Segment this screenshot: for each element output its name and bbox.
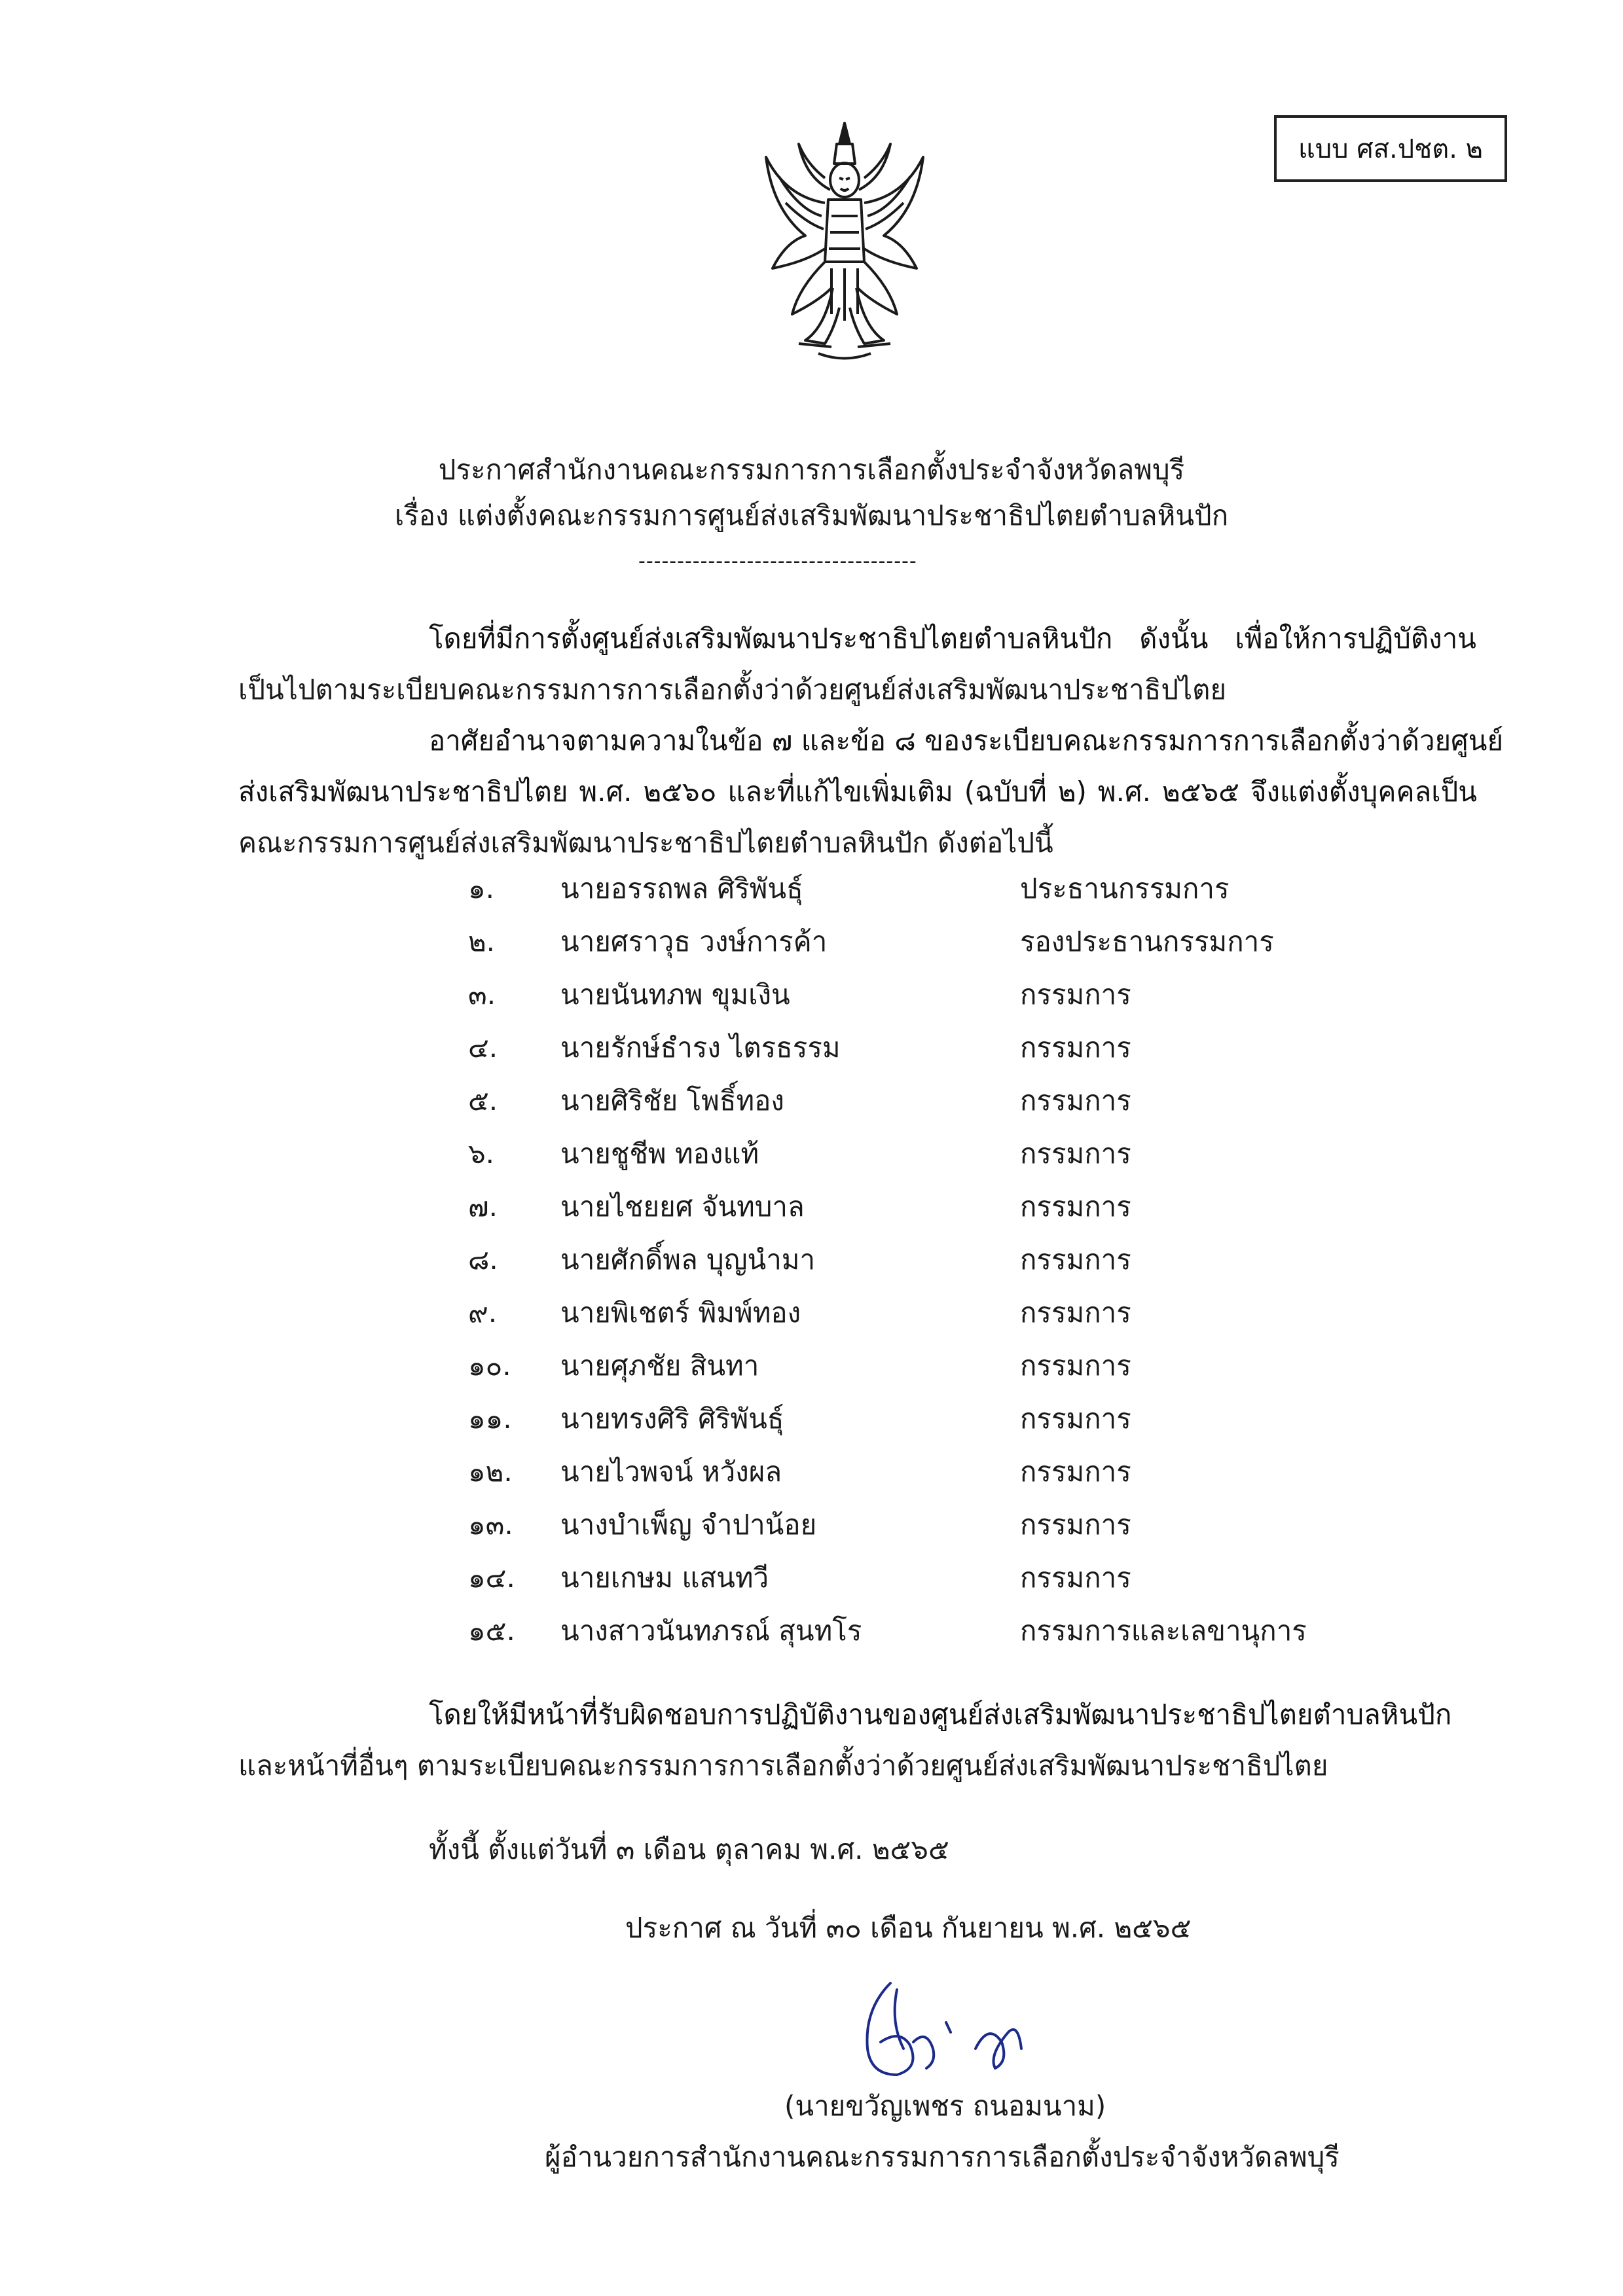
- member-name: นายเกษม แสนทวี: [560, 1562, 769, 1594]
- garuda-emblem-icon: [759, 118, 930, 367]
- member-number: ๑๐.: [468, 1350, 511, 1382]
- paragraph-2-line-2: ส่งเสริมพัฒนาประชาธิปไตย พ.ศ. ๒๕๖๐ และที่แก้ไขเพิ่มเติม (ฉบับที่ ๒) พ.ศ. ๒๕๖๕ จึงแต่งตั้งบุคคลเป็น: [238, 776, 1477, 808]
- signer-name: (นายขวัญเพชร ถนอมนาม): [784, 2090, 1106, 2122]
- paragraph-1-line-1: โดยที่มีการตั้งศูนย์ส่งเสริมพัฒนาประชาธิปไตยตำบลหินปัก ดังนั้น เพื่อให้การปฏิบัติงาน: [429, 622, 1476, 655]
- member-number: ๑.: [468, 872, 495, 905]
- member-name: นายรักษ์ธำรง ไตรธรรม: [560, 1031, 841, 1064]
- member-name: นายทรงศิริ ศิริพันธุ์: [560, 1403, 784, 1435]
- signer-position: ผู้อำนวยการสำนักงานคณะกรรมการการเลือกตั้งประจำจังหวัดลพบุรี: [545, 2141, 1340, 2173]
- member-number: ๕.: [468, 1085, 498, 1117]
- member-name: นายศุภชัย สินทา: [560, 1350, 759, 1382]
- member-role: กรรมการและเลขานุการ: [1020, 1615, 1307, 1647]
- duties-line-2: และหน้าที่อื่นๆ ตามระเบียบคณะกรรมการการเลือกตั้งว่าด้วยศูนย์ส่งเสริมพัฒนาประชาธิปไตย: [238, 1749, 1328, 1782]
- member-role: รองประธานกรรมการ: [1020, 925, 1274, 958]
- paragraph-2-line-1: อาศัยอำนาจตามความในข้อ ๗ และข้อ ๘ ของระเบียบคณะกรรมการการเลือกตั้งว่าด้วยศูนย์: [429, 725, 1504, 757]
- member-name: นายศิริชัย โพธิ์ทอง: [560, 1085, 784, 1117]
- member-role: กรรมการ: [1020, 1456, 1131, 1488]
- form-code-box: แบบ ศส.ปชต. ๒: [1274, 115, 1507, 182]
- effective-date: ทั้งนี้ ตั้งแต่วันที่ ๓ เดือน ตุลาคม พ.ศ. ๒๕๖๕: [429, 1833, 949, 1865]
- member-role: กรรมการ: [1020, 1244, 1131, 1276]
- paragraph-1-line-2: เป็นไปตามระเบียบคณะกรรมการการเลือกตั้งว่าด้วยศูนย์ส่งเสริมพัฒนาประชาธิปไตย: [238, 673, 1227, 706]
- member-number: ๑๔.: [468, 1562, 515, 1594]
- member-number: ๒.: [468, 925, 496, 958]
- member-role: กรรมการ: [1020, 1509, 1131, 1541]
- title-separator: ------------------------------------: [638, 550, 917, 573]
- member-name: นายศักดิ์พล บุญนำมา: [560, 1244, 816, 1276]
- member-name: นายศราวุธ วงษ์การค้า: [560, 925, 828, 958]
- member-role: กรรมการ: [1020, 1350, 1131, 1382]
- member-role: กรรมการ: [1020, 1297, 1131, 1329]
- member-number: ๔.: [468, 1031, 498, 1064]
- member-role: กรรมการ: [1020, 1138, 1131, 1170]
- member-role: กรรมการ: [1020, 1031, 1131, 1064]
- handwritten-signature: [799, 1970, 1074, 2094]
- announcement-subject: เรื่อง แต่งตั้งคณะกรรมการศูนย์ส่งเสริมพัฒนาประชาธิปไตยตำบลหินปัก: [394, 499, 1229, 531]
- member-role: กรรมการ: [1020, 1562, 1131, 1594]
- member-name: นายไชยยศ จันทบาล: [560, 1191, 805, 1223]
- duties-line-1: โดยให้มีหน้าที่รับผิดชอบการปฏิบัติงานของศูนย์ส่งเสริมพัฒนาประชาธิปไตยตำบลหินปัก: [429, 1698, 1452, 1731]
- member-number: ๓.: [468, 978, 496, 1011]
- member-role: กรรมการ: [1020, 1085, 1131, 1117]
- member-number: ๑๑.: [468, 1403, 512, 1435]
- member-role: ประธานกรรมการ: [1020, 872, 1230, 905]
- member-role: กรรมการ: [1020, 1191, 1131, 1223]
- member-number: ๗.: [468, 1191, 498, 1223]
- member-name: นางบำเพ็ญ จำปาน้อย: [560, 1509, 817, 1541]
- member-role: กรรมการ: [1020, 1403, 1131, 1435]
- member-name: นายไวพจน์ หวังผล: [560, 1456, 782, 1488]
- member-role: กรรมการ: [1020, 978, 1131, 1011]
- member-number: ๑๕.: [468, 1615, 515, 1647]
- member-number: ๑๓.: [468, 1509, 513, 1541]
- announcement-title: ประกาศสำนักงานคณะกรรมการการเลือกตั้งประจำจังหวัดลพบุรี: [438, 454, 1185, 486]
- member-number: ๘.: [468, 1244, 498, 1276]
- member-name: นายอรรถพล ศิริพันธุ์: [560, 872, 803, 905]
- member-name: นางสาวนันทภรณ์ สุนทโร: [560, 1615, 862, 1647]
- member-name: นายนันทภพ ขุมเงิน: [560, 978, 790, 1011]
- announcement-date: ประกาศ ณ วันที่ ๓๐ เดือน กันยายน พ.ศ. ๒๕๖๕: [625, 1912, 1192, 1944]
- member-name: นายพิเชตร์ พิมพ์ทอง: [560, 1297, 801, 1329]
- member-number: ๙.: [468, 1297, 498, 1329]
- paragraph-2-line-3: คณะกรรมการศูนย์ส่งเสริมพัฒนาประชาธิปไตยตำบลหินปัก ดังต่อไปนี้: [238, 827, 1053, 859]
- member-name: นายชูชีพ ทองแท้: [560, 1138, 759, 1170]
- member-number: ๖.: [468, 1138, 495, 1170]
- member-number: ๑๒.: [468, 1456, 513, 1488]
